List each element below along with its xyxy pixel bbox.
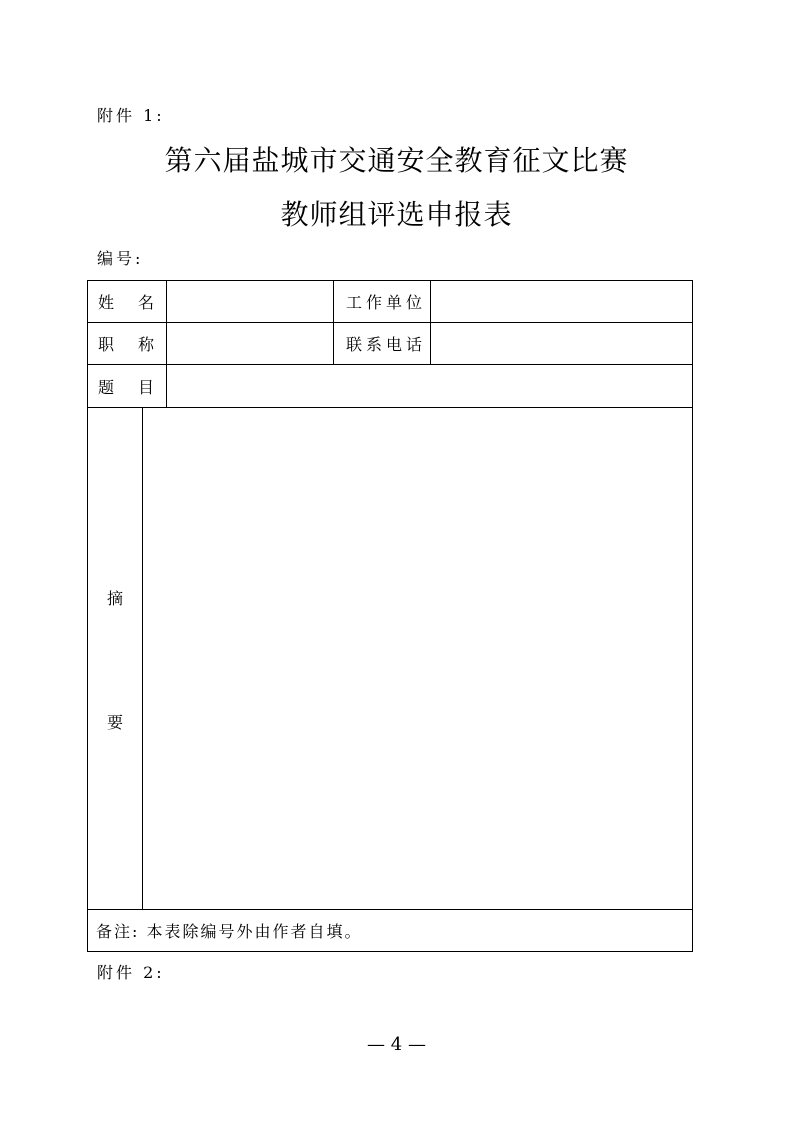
form-row-note (88, 910, 693, 952)
phone-label: 联系电话 (334, 323, 431, 365)
page-number: — 4 — (367, 1034, 426, 1055)
abstract-field[interactable] (143, 408, 693, 910)
topic-label-char-2: 目 (137, 377, 154, 397)
name-field[interactable] (167, 281, 334, 323)
name-label-char-1: 姓 (98, 293, 115, 312)
serial-number-label: 编号: (97, 249, 144, 268)
name-label (88, 281, 167, 323)
topic-label-char-1: 题 (98, 377, 115, 397)
form-note: 备注: 本表除编号外由作者自填。 (88, 910, 693, 952)
topic-field[interactable] (167, 365, 693, 408)
form-row-name (88, 281, 693, 323)
abstract-label-char-2: 要 (106, 713, 123, 732)
work-unit-field[interactable] (431, 281, 693, 323)
job-title-label-char-2: 称 (137, 335, 154, 354)
form-row-abstract (88, 408, 693, 910)
document-subtitle: 教师组评选申报表 (280, 198, 513, 231)
job-title-label-char-1: 职 (98, 335, 115, 354)
phone-field[interactable] (431, 323, 693, 365)
job-title-field[interactable] (167, 323, 334, 365)
topic-label (88, 365, 167, 408)
document-title: 第六届盐城市交通安全教育征文比赛 (164, 144, 629, 177)
work-unit-label: 工作单位 (334, 281, 431, 323)
abstract-label (88, 408, 143, 910)
form-row-topic (88, 365, 693, 408)
form-row-title (88, 323, 693, 365)
application-form-table (87, 280, 693, 952)
attachment-1-label: 附件 1: (97, 106, 165, 125)
job-title-label (88, 323, 167, 365)
abstract-label-char-1: 摘 (106, 589, 123, 608)
attachment-2-label: 附件 2: (97, 963, 165, 982)
name-label-char-2: 名 (137, 293, 154, 312)
